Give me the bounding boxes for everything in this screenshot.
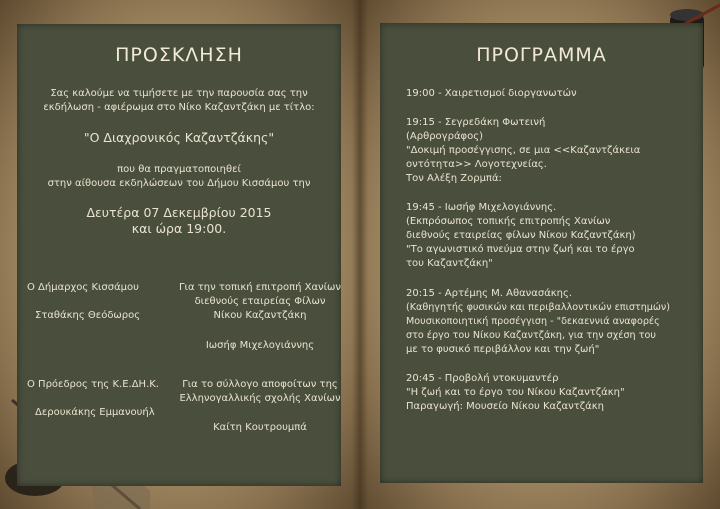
program-line: στο έργο του Νίκου Καζαντζάκη, για την σχέση του xyxy=(406,330,656,341)
program-line: διεθνούς εταιρείας φίλων Νίκου Καζαντζάκη) xyxy=(406,230,636,241)
program-title: ΠΡΟΓΡΑΜΜΑ xyxy=(476,44,607,66)
kedik-title: Ο Πρόεδρος της Κ.Ε.ΔΗ.Κ. xyxy=(27,379,159,390)
event-title: "Ο Διαχρονικός Καζαντζάκης" xyxy=(83,130,275,145)
alumni-name: Καίτη Κουτρουμπά xyxy=(213,422,307,433)
committee-line-3: Νίκου Καζαντζάκη xyxy=(213,310,307,321)
program-line: του Καζαντζάκη" xyxy=(406,258,493,269)
committee-name: Ιωσήφ Μιχελογιάννης xyxy=(205,340,315,351)
venue-line-1: που θα πραγματοποιηθεί xyxy=(117,164,241,175)
program-line: με το φυσικό περιβάλλον και την ζωή" xyxy=(406,344,600,355)
mayor-name: Σταθάκης Θεόδωρος xyxy=(35,310,141,321)
program-line: "Δοκιμή προσέγγισης, σε μια <<Καζαντζάκεια xyxy=(406,145,641,156)
program-line: "Η ζωή και το έργο του Νίκου Καζαντζάκη" xyxy=(406,387,625,398)
program-line: 19:15 - Σεγρεδάκη Φωτεινή xyxy=(406,117,546,128)
program-line: οντότητα>> Λογοτεχνείας. xyxy=(406,159,547,170)
program-line: (Αρθρογράφος) xyxy=(406,131,484,142)
program-line: Τον Αλέξη Ζορμπά: xyxy=(406,173,502,184)
program-line: "Το αγωνιστικό πνεύμα στην ζωή και το έργο xyxy=(406,244,635,255)
event-time: και ώρα 19:00. xyxy=(131,221,227,236)
committee-line-2: διεθνούς εταιρείας Φίλων xyxy=(194,296,326,307)
event-date: Δευτέρα 07 Δεκεμβρίου 2015 xyxy=(86,205,272,220)
program-line: (Καθηγητής φυσικών και περιβαλλοντικών επιστημών) xyxy=(406,302,671,313)
program-line: (Εκπρόσωπος τοπικής επιτροπής Χανίων xyxy=(406,216,611,227)
alumni-line-1: Για το σύλλογο αποφοίτων της xyxy=(182,379,338,390)
intro-line-1: Σας καλούμε να τιμήσετε με την παρουσία σας την xyxy=(50,88,308,99)
program-line: 19:45 - Ιωσήφ Μιχελογιάννης. xyxy=(406,202,557,213)
mayor-title: Ο Δήμαρχος Κισσάμου xyxy=(27,282,139,293)
program-line: 20:15 - Αρτέμης Μ. Αθανασάκης. xyxy=(406,288,573,299)
program-line: Μουσικοποιητική προσέγγιση - "δεκαεννιά αναφορές xyxy=(406,316,660,327)
alumni-line-2: Ελληνογαλλικής σχολής Χανίων xyxy=(179,393,341,404)
kedik-name: Δερουκάκης Εμμανουήλ xyxy=(35,407,155,418)
invitation-title: ΠΡΟΣΚΛΗΣΗ xyxy=(115,44,243,66)
program-line: 20:45 - Προβολή ντοκυμαντέρ xyxy=(406,373,559,384)
page-fold xyxy=(352,0,368,509)
program-line: Παραγωγή: Μουσείο Νίκου Καζαντζάκη xyxy=(406,401,604,412)
program-line: 19:00 - Χαιρετισμοί διοργανωτών xyxy=(406,88,577,99)
venue-line-2: στην αίθουσα εκδηλώσεων του Δήμου Κισσάμου την xyxy=(47,178,311,189)
committee-line-1: Για την τοπική επιτροπή Χανίων xyxy=(178,282,341,293)
intro-line-2: εκδήλωση - αφιέρωμα στο Νίκο Καζαντζάκη με τίτλο: xyxy=(43,102,315,113)
